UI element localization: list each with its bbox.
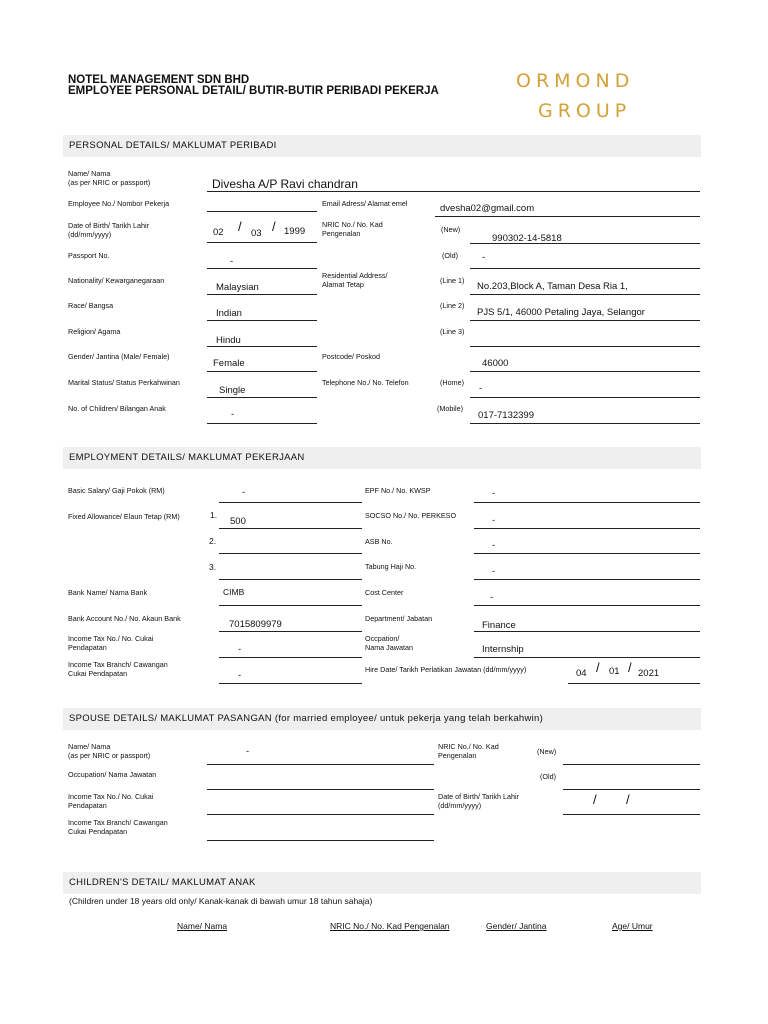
income-tax-value[interactable]: - <box>238 644 242 655</box>
spouse-tax-branch-label: Income Tax Branch/ Cawangan <box>68 818 168 827</box>
telephone-label: Telephone No./ No. Telefon <box>322 378 409 387</box>
section-children: CHILDREN'S DETAIL/ MAKLUMAT ANAK <box>63 872 701 894</box>
dob-year[interactable]: 1999 <box>284 226 306 237</box>
home-phone-field-line <box>470 397 700 398</box>
epf-value[interactable]: - <box>492 488 496 499</box>
basic-salary-field-line <box>219 502 362 503</box>
children-col-gender: Gender/ Jantina <box>486 921 547 931</box>
gender-value[interactable]: Female <box>213 358 245 369</box>
spouse-dob-separator-1: / <box>593 792 597 807</box>
postcode-field-line <box>470 371 700 372</box>
spouse-name-label: Name/ Nama <box>68 742 111 751</box>
address-line2-value[interactable]: PJS 5/1, 46000 Petaling Jaya, Selangor <box>477 307 645 318</box>
passport-field-line <box>207 268 317 269</box>
email-field-line <box>435 216 700 217</box>
address-line1-value[interactable]: No.203,Block A, Taman Desa Ria 1, <box>477 281 628 292</box>
nric-label-sub: Pengenalan <box>322 229 361 238</box>
bank-name-label: Bank Name/ Nama Bank <box>68 588 148 597</box>
spouse-dob-field-line[interactable] <box>563 814 700 815</box>
socso-label: SOCSO No./ No. PERKESO <box>365 511 457 520</box>
department-field-line <box>474 631 700 632</box>
spouse-nric-label-sub: Pengenalan <box>438 751 477 760</box>
address-line2-label: (Line 2) <box>440 301 465 310</box>
address-line2-field-line <box>470 320 700 321</box>
cost-center-value[interactable]: - <box>490 592 494 603</box>
basic-salary-label: Basic Salary/ Gaji Pokok (RM) <box>68 486 165 495</box>
race-field-line <box>207 320 317 321</box>
department-label: Department/ Jabatan <box>365 614 433 623</box>
nric-new-value[interactable]: 990302-14-5818 <box>492 233 562 244</box>
employee-no-label: Employee No./ Nombor Pekerja <box>68 199 170 208</box>
occupation-label-sub: Nama Jawatan <box>365 643 413 652</box>
dob-day[interactable]: 02 <box>213 227 224 238</box>
dob-separator-1: / <box>238 219 242 234</box>
hire-separator-1: / <box>596 660 600 675</box>
postcode-value[interactable]: 46000 <box>482 358 509 369</box>
spouse-name-field-line <box>207 764 434 765</box>
asb-field-line <box>474 553 700 554</box>
mobile-label: (Mobile) <box>437 404 463 413</box>
bank-name-field-line <box>219 605 362 606</box>
children-col-nric: NRIC No./ No. Kad Pengenalan <box>330 921 450 931</box>
address-label-sub: Alamat Tetap <box>322 280 364 289</box>
section-employment: EMPLOYMENT DETAILS/ MAKLUMAT PEKERJAAN <box>63 447 701 469</box>
nric-label: NRIC No./ No. Kad <box>322 220 383 229</box>
spouse-nric-new-label: (New) <box>537 747 557 756</box>
gender-label: Gender/ Jantina (Male/ Female) <box>68 352 170 361</box>
email-label: Email Adress/ Alamat emel <box>322 199 408 208</box>
spouse-income-tax-label-sub: Pendapatan <box>68 801 107 810</box>
marital-field-line <box>207 397 317 398</box>
bank-account-label: Bank Account No./ No. Akaun Bank <box>68 614 181 623</box>
company-name: NOTEL MANAGEMENT SDN BHD <box>68 74 250 86</box>
basic-salary-value[interactable]: - <box>242 487 246 498</box>
socso-field-line <box>474 528 700 529</box>
hire-month[interactable]: 01 <box>609 666 620 677</box>
tabung-haji-value[interactable]: - <box>492 566 496 577</box>
spouse-income-tax-label: Income Tax No./ No. Cukai <box>68 792 154 801</box>
marital-value[interactable]: Single <box>219 385 246 396</box>
children-count-label: No. of Children/ Bilangan Anak <box>68 404 166 413</box>
passport-value[interactable]: - <box>230 256 234 267</box>
hire-date-label: Hire Date/ Tarikh Perlatikan Jawatan (dd/mm/yyyy) <box>365 665 527 674</box>
section-spouse: SPOUSE DETAILS/ MAKLUMAT PASANGAN (for married employee/ untuk pekerja yang telah berkahwin) <box>63 708 701 730</box>
spouse-nric-old-label: (Old) <box>540 772 556 781</box>
fixed-allowance-label: Fixed Allowance/ Elaun Tetap (RM) <box>68 512 180 521</box>
children-col-age: Age/ Umur <box>612 921 653 931</box>
name-label-sub: (as per NRIC or passport) <box>68 178 151 187</box>
socso-value[interactable]: - <box>492 515 496 526</box>
income-tax-field-line <box>219 657 362 658</box>
marital-label: Marital Status/ Status Perkahwinan <box>68 378 180 387</box>
mobile-value[interactable]: 017-7132399 <box>478 410 534 421</box>
dob-label-sub: (dd/mm/yyyy) <box>68 230 112 239</box>
cost-center-label: Cost Center <box>365 588 404 597</box>
passport-label: Passport No. <box>68 251 110 260</box>
dob-separator-2: / <box>272 219 276 234</box>
hire-year[interactable]: 2021 <box>638 668 660 679</box>
spouse-occupation-field-line[interactable] <box>207 789 434 790</box>
allowance-1-value[interactable]: 500 <box>230 516 246 527</box>
tax-branch-label: Income Tax Branch/ Cawangan <box>68 660 168 669</box>
tax-branch-field-line <box>219 683 362 684</box>
children-col-name: Name/ Nama <box>177 921 228 931</box>
asb-label: ASB No. <box>365 537 393 546</box>
tabung-haji-label: Tabung Haji No. <box>365 562 417 571</box>
nationality-field-line <box>207 294 317 295</box>
address-line1-field-line <box>470 294 700 295</box>
dob-label: Date of Birth/ Tarikh Lahir <box>68 221 149 230</box>
children-count-value[interactable]: - <box>231 409 235 420</box>
employee-no-field-line[interactable] <box>207 211 317 212</box>
bank-account-field-line <box>219 631 362 632</box>
occupation-field-line <box>474 657 700 658</box>
race-value[interactable]: Indian <box>216 308 242 319</box>
race-label: Race/ Bangsa <box>68 301 114 310</box>
religion-value[interactable]: Hindu <box>216 335 241 346</box>
dob-field-line <box>207 242 317 243</box>
asb-value[interactable]: - <box>492 540 496 551</box>
nationality-label: Nationality/ Kewarganegaraan <box>68 276 165 285</box>
nric-new-field-line <box>470 243 700 244</box>
nric-old-value[interactable]: - <box>482 252 486 263</box>
spouse-name-label-sub: (as per NRIC or passport) <box>68 751 151 760</box>
occupation-value[interactable]: Internship <box>482 644 524 655</box>
nationality-value[interactable]: Malaysian <box>216 282 259 293</box>
mobile-field-line <box>470 423 700 424</box>
income-tax-label: Income Tax No./ No. Cukai <box>68 634 154 643</box>
nric-old-label: (Old) <box>442 251 458 260</box>
tax-branch-value[interactable]: - <box>238 670 242 681</box>
address-line1-label: (Line 1) <box>440 276 465 285</box>
dob-month[interactable]: 03 <box>251 228 262 239</box>
form-title: EMPLOYEE PERSONAL DETAIL/ BUTIR-BUTIR PERIBADI PEKERJA <box>68 85 439 97</box>
allowance-3-field-line[interactable] <box>219 579 362 580</box>
tax-branch-label-sub: Cukai Pendapatan <box>68 669 128 678</box>
epf-field-line <box>474 502 700 503</box>
spouse-tax-branch-field-line[interactable] <box>207 840 434 841</box>
spouse-tax-branch-label-sub: Cukai Pendapatan <box>68 827 128 836</box>
epf-label: EPF No./ No. KWSP <box>365 486 431 495</box>
children-count-field-line <box>207 423 317 424</box>
nric-new-label: (New) <box>441 225 461 234</box>
email-value[interactable]: dvesha02@gmail.com <box>440 203 535 214</box>
spouse-dob-label: Date of Birth/ Tarikh Lahir <box>438 792 519 801</box>
cost-center-field-line <box>474 605 700 606</box>
allowance-1-field-line <box>219 528 362 529</box>
gender-field-line <box>207 371 317 372</box>
logo-line-1: ORMOND <box>516 70 635 92</box>
bank-account-value[interactable]: 7015809979 <box>229 619 282 630</box>
address-label: Residential Address/ <box>322 271 388 280</box>
home-label: (Home) <box>440 378 464 387</box>
nric-old-field-line <box>470 268 700 269</box>
allowance-2-number: 2. <box>209 536 217 546</box>
religion-label: Religion/ Agama <box>68 327 121 336</box>
department-value[interactable]: Finance <box>482 620 516 631</box>
spouse-occupation-label: Occupation/ Nama Jawatan <box>68 770 157 779</box>
postcode-label: Postcode/ Poskod <box>322 352 380 361</box>
spouse-name-value[interactable]: - <box>246 746 250 757</box>
allowance-1-number: 1. <box>210 510 218 520</box>
religion-field-line <box>207 346 317 347</box>
logo-line-2: GROUP <box>538 100 632 122</box>
address-line3-label: (Line 3) <box>440 327 465 336</box>
spouse-nric-old-field-line[interactable] <box>563 789 700 790</box>
income-tax-label-sub: Pendapatan <box>68 643 107 652</box>
hire-day[interactable]: 04 <box>576 668 587 679</box>
children-note: (Children under 18 years old only/ Kanak-kanak di bawah umur 18 tahun sahaja) <box>69 896 373 906</box>
spouse-nric-new-field-line[interactable] <box>563 764 700 765</box>
hire-date-field-line <box>568 683 700 684</box>
spouse-income-tax-field-line[interactable] <box>207 814 434 815</box>
bank-name-value[interactable]: CIMB <box>223 587 245 597</box>
section-personal: PERSONAL DETAILS/ MAKLUMAT PERIBADI <box>63 135 701 157</box>
hire-separator-2: / <box>628 660 632 675</box>
occupation-label: Occpation/ <box>365 634 400 643</box>
name-value[interactable]: Divesha A/P Ravi chandran <box>212 177 358 191</box>
spouse-nric-label: NRIC No./ No. Kad <box>438 742 499 751</box>
allowance-3-number: 3. <box>209 562 217 572</box>
tabung-haji-field-line <box>474 579 700 580</box>
home-phone-value[interactable]: - <box>479 383 483 394</box>
name-label: Name/ Nama <box>68 169 111 178</box>
name-field-line <box>207 191 700 192</box>
allowance-2-field-line[interactable] <box>219 553 362 554</box>
spouse-dob-separator-2: / <box>626 792 630 807</box>
spouse-dob-label-sub: (dd/mm/yyyy) <box>438 801 482 810</box>
address-line3-field-line[interactable] <box>470 346 700 347</box>
